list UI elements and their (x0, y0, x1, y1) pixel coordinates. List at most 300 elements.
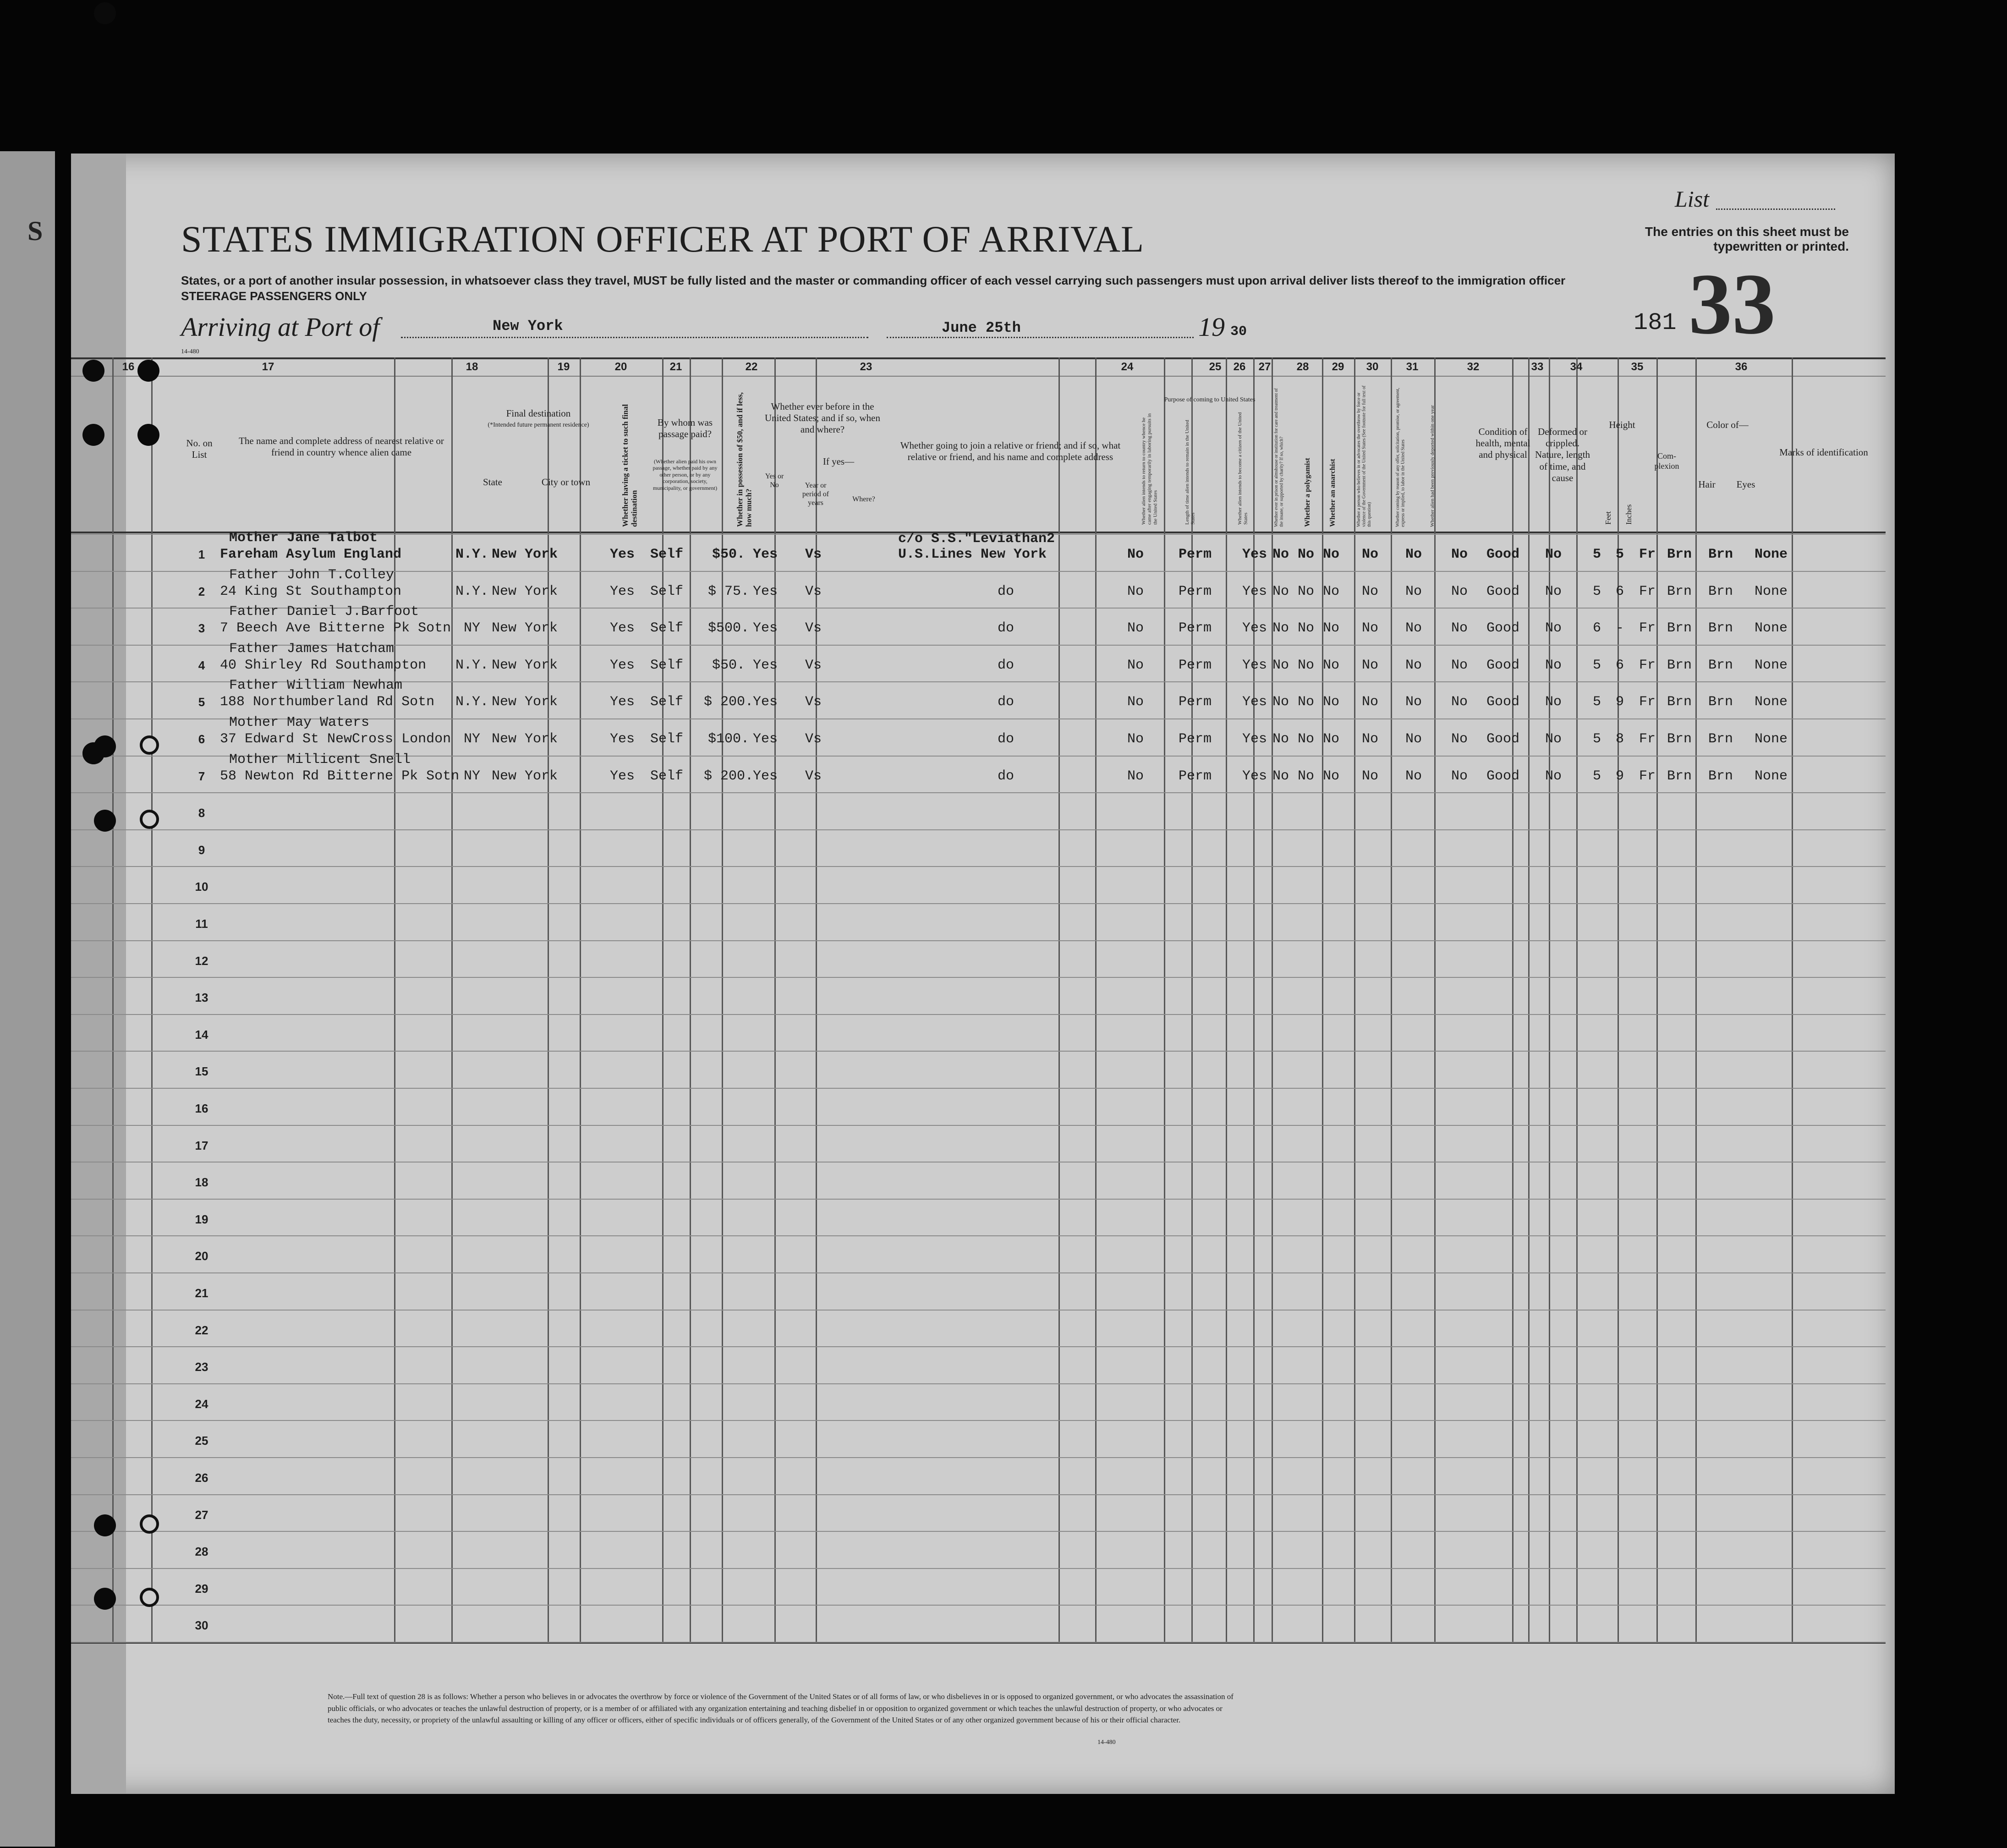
column-divider (112, 357, 114, 1642)
form-code: 14-480 (181, 348, 199, 355)
page-title: STATES IMMIGRATION OFFICER AT PORT OF ARRIVAL (181, 218, 1145, 260)
binding-margin (71, 154, 126, 1794)
cell-cx: Fr (1639, 657, 1656, 673)
column-divider (1656, 357, 1658, 1642)
cell-c24c: Yes (1242, 768, 1267, 784)
cell-joining: do (997, 768, 1014, 784)
binding-hole (94, 2, 116, 24)
header-purpose: Purpose of coming to United States (1164, 396, 1256, 403)
row-rule (71, 1088, 1886, 1089)
row-rule (71, 940, 1886, 941)
row-number: 6 (198, 732, 205, 746)
cell-cx: Fr (1639, 768, 1656, 784)
cell-paid: Self (650, 620, 684, 636)
cell-money: $ 200. (703, 768, 754, 784)
column-number: 33 (1531, 361, 1544, 373)
row-number: 18 (195, 1175, 208, 1190)
cell-c31: Good (1486, 731, 1520, 747)
column-number-line (71, 376, 1886, 377)
header-prison: Whether ever in prison or almshouse or institution for care and treatment of the insane, or supported by charity? If so, which? (1274, 388, 1284, 527)
header-height: Height (1609, 419, 1635, 430)
cell-joining-1: c/o S.S."Leviathan2 (898, 531, 1055, 547)
cell-relative-name: Father John T.Colley (229, 567, 395, 583)
cell-relative-name: Father James Hatcham (229, 641, 395, 657)
column-divider (1792, 357, 1793, 1642)
header-overthrow: Whether a person who believes in or advocates the overthrow by force or violence of the Government of the United States (See footnote for full text of this question) (1356, 385, 1372, 527)
row-rule (71, 1162, 1886, 1163)
cell-c25: No (1272, 768, 1289, 784)
header-feet: Feet (1604, 511, 1612, 525)
cell-relative-address: 7 Beech Ave Bitterne Pk Sotn (220, 620, 451, 636)
footnote-code: 14-480 (1097, 1739, 1116, 1746)
cell-before: Yes (752, 547, 778, 562)
cell-eyes: Brn (1708, 620, 1733, 636)
column-number: 35 (1631, 361, 1644, 373)
column-divider (1226, 357, 1227, 1642)
row-rule (71, 1457, 1886, 1458)
cell-c28: No (1361, 583, 1379, 599)
page-number: 33 (1689, 256, 1776, 352)
cell-hair: Brn (1667, 768, 1692, 784)
cell-eyes: Brn (1708, 657, 1733, 673)
header-deformed: Deformed or crippled. Nature, length of time, and cause (1535, 426, 1590, 483)
cell-hair: Brn (1667, 583, 1692, 599)
cell-ticket: Yes (609, 657, 635, 673)
year-prefix: 19 (1198, 312, 1225, 342)
cell-ft: 5 (1592, 583, 1601, 599)
cell-state: N.Y. (455, 657, 489, 673)
header-purpose-return: Whether alien intends to return to country whence he came after engaging temporarily in laboring pursuits in the United States (1141, 413, 1158, 525)
cell-ft: 5 (1592, 731, 1601, 747)
cell-before: Yes (752, 657, 778, 673)
cell-city: New York (491, 620, 558, 636)
year-suffix: 30 (1230, 324, 1247, 340)
cell-city: New York (491, 768, 558, 784)
column-number: 29 (1332, 361, 1344, 373)
header-marks: Marks of identification (1779, 447, 1868, 458)
header-final-destination: Final destination (506, 408, 571, 419)
cell-c26: No (1297, 620, 1315, 636)
column-divider (1164, 357, 1165, 1642)
cell-state: NY (463, 620, 481, 636)
cell-c28: No (1361, 768, 1379, 784)
date-line (887, 337, 1194, 338)
cell-in: 6 (1615, 583, 1624, 599)
cell-cx: Fr (1639, 583, 1656, 599)
row-rule (71, 1531, 1886, 1532)
row-rule (71, 1199, 1886, 1200)
cell-c32: No (1545, 547, 1562, 562)
cell-paid: Self (650, 547, 684, 562)
cell-paid: Self (650, 731, 684, 747)
cell-c25: No (1272, 583, 1289, 599)
cell-cx: Fr (1639, 547, 1656, 562)
cell-c31: Good (1486, 547, 1520, 562)
cell-c32: No (1545, 657, 1562, 673)
cell-c30: No (1451, 768, 1468, 784)
cell-c29: No (1405, 731, 1422, 747)
manifest-sheet (71, 154, 1895, 1794)
row-rule (71, 1383, 1886, 1384)
cell-money: $50. (712, 547, 746, 562)
binding-hole (82, 742, 104, 764)
cell-c24a: No (1127, 694, 1144, 710)
cell-money: $50. (712, 657, 746, 673)
adjacent-page-edge (0, 151, 55, 1847)
cell-where: Vs (805, 583, 822, 599)
cell-hair: Brn (1667, 731, 1692, 747)
cell-c25: No (1272, 547, 1289, 562)
cell-c29: No (1405, 768, 1422, 784)
cell-c24b: Perm (1178, 547, 1212, 562)
cell-c31: Good (1486, 694, 1520, 710)
cell-c26: No (1297, 583, 1315, 599)
cell-in: 9 (1615, 768, 1624, 784)
cell-c24b: Perm (1178, 731, 1212, 747)
cell-c32: No (1545, 694, 1562, 710)
row-number: 1 (198, 548, 205, 561)
column-number: 16 (122, 361, 135, 373)
cell-paid: Self (650, 768, 684, 784)
cell-state: NY (463, 768, 481, 784)
column-divider (1695, 357, 1697, 1642)
cell-marks: None (1754, 547, 1788, 562)
row-number: 11 (195, 917, 208, 931)
cell-marks: None (1754, 768, 1788, 784)
cell-marks: None (1754, 657, 1788, 673)
cell-joining: do (997, 657, 1014, 673)
typewritten-note: The entries on this sheet must be typewritten or printed. (1645, 225, 1849, 253)
row-rule (71, 792, 1886, 793)
column-number: 21 (669, 361, 682, 373)
header-year-period: Year or period of years (802, 482, 829, 507)
binding-ring-hole (140, 810, 159, 829)
cell-relative-name: Mother Millicent Snell (229, 751, 411, 768)
binding-hole (82, 360, 104, 382)
header-joining: Whether going to join a relative or friend; and if so, what relative or friend, and his name and complete address (900, 440, 1121, 463)
row-rule (71, 1310, 1886, 1311)
cell-cx: Fr (1639, 694, 1656, 710)
row-rule (71, 1605, 1886, 1606)
cell-eyes: Brn (1708, 731, 1733, 747)
cell-c24a: No (1127, 547, 1144, 562)
header-state: State (483, 477, 502, 488)
cell-hair: Brn (1667, 547, 1692, 562)
cell-eyes: Brn (1708, 768, 1733, 784)
header-inches: Inches (1624, 504, 1633, 525)
header-no-on-list: No. on List (186, 438, 213, 461)
cell-eyes: Brn (1708, 583, 1733, 599)
cell-c30: No (1451, 583, 1468, 599)
cell-c27: No (1322, 583, 1340, 599)
cell-relative-address: 40 Shirley Rd Southampton (220, 657, 427, 673)
cell-marks: None (1754, 620, 1788, 636)
cell-c27: No (1322, 547, 1340, 562)
row-rule (71, 1235, 1886, 1236)
cell-relative-name: Father Daniel J.Barfoot (229, 604, 419, 620)
cell-hair: Brn (1667, 620, 1692, 636)
cell-ft: 5 (1592, 657, 1601, 673)
cell-c26: No (1297, 731, 1315, 747)
cell-joining: do (997, 620, 1014, 636)
cell-relative-address: 58 Newton Rd Bitterne Pk Sotn (220, 768, 460, 784)
cell-state: N.Y. (455, 583, 489, 599)
header-health: Condition of health, mental and physical (1475, 426, 1530, 461)
cell-relative-address: Fareham Asylum England (220, 547, 402, 562)
cell-c24c: Yes (1242, 731, 1267, 747)
cell-c31: Good (1486, 583, 1520, 599)
cell-state: N.Y. (455, 547, 489, 562)
cell-ft: 5 (1592, 547, 1601, 562)
header-if-yes: If yes— (823, 456, 855, 467)
cell-before: Yes (752, 583, 778, 599)
cell-ticket: Yes (609, 731, 635, 747)
port-value: New York (493, 318, 563, 335)
cell-c30: No (1451, 731, 1468, 747)
binding-hole (137, 360, 159, 382)
column-divider (1576, 357, 1578, 1642)
column-number: 17 (262, 361, 274, 373)
header-deported: Whether alien had been previously deported within one year (1430, 405, 1435, 527)
cell-c24b: Perm (1178, 768, 1212, 784)
cell-relative-address: 188 Northumberland Rd Sotn (220, 694, 435, 710)
row-number: 15 (195, 1064, 208, 1079)
cell-joining-2: U.S.Lines New York (898, 547, 1047, 562)
cell-c30: No (1451, 620, 1468, 636)
cell-c28: No (1361, 547, 1379, 562)
cell-relative-name: Father William Newham (229, 678, 403, 694)
cell-where: Vs (805, 657, 822, 673)
page-prefix: 181 (1634, 309, 1677, 336)
cell-c25: No (1272, 657, 1289, 673)
row-number: 2 (198, 584, 205, 598)
cell-c28: No (1361, 694, 1379, 710)
cell-relative-address: 37 Edward St NewCross London (220, 731, 451, 747)
row-number: 19 (195, 1212, 208, 1226)
cell-joining: do (997, 583, 1014, 599)
cell-money: $100. (707, 731, 750, 747)
cell-c30: No (1451, 694, 1468, 710)
cell-c24b: Perm (1178, 620, 1212, 636)
row-number: 27 (195, 1508, 208, 1522)
cell-ticket: Yes (609, 583, 635, 599)
header-before-us: Whether ever before in the United States; and if so, when and where? (765, 401, 880, 435)
row-rule (71, 829, 1886, 830)
cell-c25: No (1272, 620, 1289, 636)
cell-before: Yes (752, 694, 778, 710)
cell-hair: Brn (1667, 694, 1692, 710)
cell-c26: No (1297, 768, 1315, 784)
cell-c24a: No (1127, 731, 1144, 747)
row-number: 14 (195, 1027, 208, 1042)
cell-c32: No (1545, 583, 1562, 599)
cell-marks: None (1754, 694, 1788, 710)
port-line (401, 337, 868, 338)
header-ticket: Whether having a ticket to such final destination (621, 404, 639, 527)
cell-city: New York (491, 547, 558, 562)
cell-c32: No (1545, 768, 1562, 784)
cell-c29: No (1405, 620, 1422, 636)
cell-relative-name: Mother May Waters (229, 715, 370, 730)
cell-c24a: No (1127, 768, 1144, 784)
cell-where: Vs (805, 547, 822, 562)
column-number: 18 (466, 361, 478, 373)
cell-c24b: Perm (1178, 657, 1212, 673)
cell-where: Vs (805, 620, 822, 636)
date-value: June 25th (942, 319, 1021, 336)
cell-ticket: Yes (609, 694, 635, 710)
binding-hole (94, 810, 116, 832)
cell-c24c: Yes (1242, 583, 1267, 599)
cell-c24c: Yes (1242, 657, 1267, 673)
row-rule (71, 977, 1886, 978)
column-number: 32 (1467, 361, 1480, 373)
column-divider (1391, 357, 1392, 1642)
column-divider (1354, 357, 1355, 1642)
cell-c27: No (1322, 694, 1340, 710)
cell-in: 8 (1615, 731, 1624, 747)
cell-eyes: Brn (1708, 694, 1733, 710)
column-divider (1058, 357, 1060, 1642)
row-number: 29 (195, 1581, 208, 1596)
header-eyes: Eyes (1736, 479, 1755, 490)
column-number: 30 (1366, 361, 1379, 373)
cell-c29: No (1405, 583, 1422, 599)
column-number: 24 (1121, 361, 1134, 373)
cell-c27: No (1322, 657, 1340, 673)
row-number: 9 (198, 843, 205, 857)
row-rule (71, 1568, 1886, 1569)
cell-c31: Good (1486, 768, 1520, 784)
cell-c24c: Yes (1242, 694, 1267, 710)
row-rule (71, 1420, 1886, 1421)
cell-c24b: Perm (1178, 583, 1212, 599)
header-anarchist: Whether an anarchist (1329, 459, 1337, 527)
column-divider (151, 357, 153, 1642)
row-number: 5 (198, 695, 205, 709)
row-number: 25 (195, 1434, 208, 1448)
cell-c26: No (1297, 547, 1315, 562)
column-divider (580, 357, 581, 1642)
row-rule (71, 866, 1886, 867)
column-number: 25 (1209, 361, 1222, 373)
row-rule (71, 1642, 1886, 1643)
row-number: 13 (195, 991, 208, 1005)
binding-ring-hole (140, 735, 159, 755)
cell-where: Vs (805, 731, 822, 747)
cell-marks: None (1754, 583, 1788, 599)
row-number: 21 (195, 1286, 208, 1300)
row-rule (71, 1272, 1886, 1273)
cell-c29: No (1405, 547, 1422, 562)
row-number: 3 (198, 621, 205, 636)
cell-c24c: Yes (1242, 620, 1267, 636)
cell-in: - (1615, 620, 1624, 636)
cell-ft: 5 (1592, 768, 1601, 784)
cell-c32: No (1545, 620, 1562, 636)
cell-c32: No (1545, 731, 1562, 747)
binding-ring-hole (140, 1514, 159, 1534)
column-number: 20 (614, 361, 627, 373)
column-divider (451, 357, 453, 1642)
footnote: Note.—Full text of question 28 is as follows: Whether a person who believes in or advocates the overthrow by force or violence of the Government of the United States or of all forms of law, or who disbelieves in or is opposed to organized government, or who advocates the assassination of public officials, or who advocates or teaches the unlawful destruction of property, or is a member of or affiliated with any organization entertaining and teaching disbelief in or opposition to organized government or which teaches the unlawful destruction of property, or who advocates or teaches the duty, necessity, or propriety of the unlawful assaulting or killing of any officer or officers, either of specific individuals or of officers generally, of the Government of the United States or of any other organized government because of his or their official character. (328, 1692, 1234, 1724)
cell-c27: No (1322, 620, 1340, 636)
cell-joining: do (997, 694, 1014, 710)
row-rule (71, 1051, 1886, 1052)
cell-before: Yes (752, 731, 778, 747)
header-money: Whether in possession of $50, and if less, how much? (735, 392, 753, 527)
list-label: List (1675, 186, 1710, 212)
cell-c31: Good (1486, 620, 1520, 636)
cell-c27: No (1322, 768, 1340, 784)
binding-hole (94, 1514, 116, 1536)
header-purpose-length: Length of time alien intends to remain in the United States (1184, 420, 1196, 525)
row-number: 24 (195, 1397, 208, 1411)
column-number: 36 (1735, 361, 1748, 373)
row-number: 28 (195, 1545, 208, 1559)
row-number: 12 (195, 954, 208, 968)
cell-where: Vs (805, 694, 822, 710)
cell-ft: 6 (1592, 620, 1601, 636)
header-where: Where? (852, 495, 875, 503)
cell-money: $ 200. (703, 694, 754, 710)
column-number: 27 (1258, 361, 1271, 373)
column-divider (1434, 357, 1436, 1642)
row-number: 4 (198, 658, 205, 672)
binding-ring-hole (140, 1588, 159, 1607)
header-hair: Hair (1698, 479, 1716, 490)
grid-top-line (71, 357, 1886, 359)
cell-c29: No (1405, 657, 1422, 673)
cell-marks: None (1754, 731, 1788, 747)
cell-c26: No (1297, 694, 1315, 710)
column-divider (1095, 357, 1097, 1642)
header-polygamist: Whether a polygamist (1304, 458, 1311, 527)
cell-c31: Good (1486, 657, 1520, 673)
cell-joining: do (997, 731, 1014, 747)
header-passage: By whom was passage paid? (657, 417, 713, 440)
column-number: 31 (1406, 361, 1419, 373)
header-complexion: Com-plexion (1654, 451, 1679, 471)
cell-city: New York (491, 731, 558, 747)
list-line (1716, 208, 1835, 210)
cell-where: Vs (805, 768, 822, 784)
cell-ticket: Yes (609, 620, 635, 636)
row-rule (71, 903, 1886, 904)
instructions-text: States, or a port of another insular possession, in whatsoever class they travel, MUST be fully listed and the master or commanding officer of each vessel carrying such passengers must upon arrival deliver lists thereof to the immigration officer (181, 274, 1566, 287)
row-number: 26 (195, 1471, 208, 1485)
row-number: 20 (195, 1249, 208, 1263)
cell-hair: Brn (1667, 657, 1692, 673)
binding-hole (94, 1588, 116, 1610)
cell-c28: No (1361, 620, 1379, 636)
cell-c24b: Perm (1178, 694, 1212, 710)
column-divider (1528, 357, 1530, 1642)
cell-ticket: Yes (609, 768, 635, 784)
row-rule (71, 1125, 1886, 1126)
column-number: 34 (1570, 361, 1583, 373)
cell-c24a: No (1127, 583, 1144, 599)
cell-relative-address: 24 King St Southampton (220, 583, 402, 599)
column-number: 23 (860, 361, 872, 373)
header-relative-address: The name and complete address of nearest relative or friend in country whence alien came (239, 435, 444, 458)
column-divider (690, 357, 691, 1642)
cell-in: 5 (1615, 547, 1624, 562)
cell-c28: No (1361, 731, 1379, 747)
row-number: 22 (195, 1323, 208, 1337)
steerage-note: STEERAGE PASSENGERS ONLY (181, 289, 367, 303)
row-number: 16 (195, 1102, 208, 1115)
